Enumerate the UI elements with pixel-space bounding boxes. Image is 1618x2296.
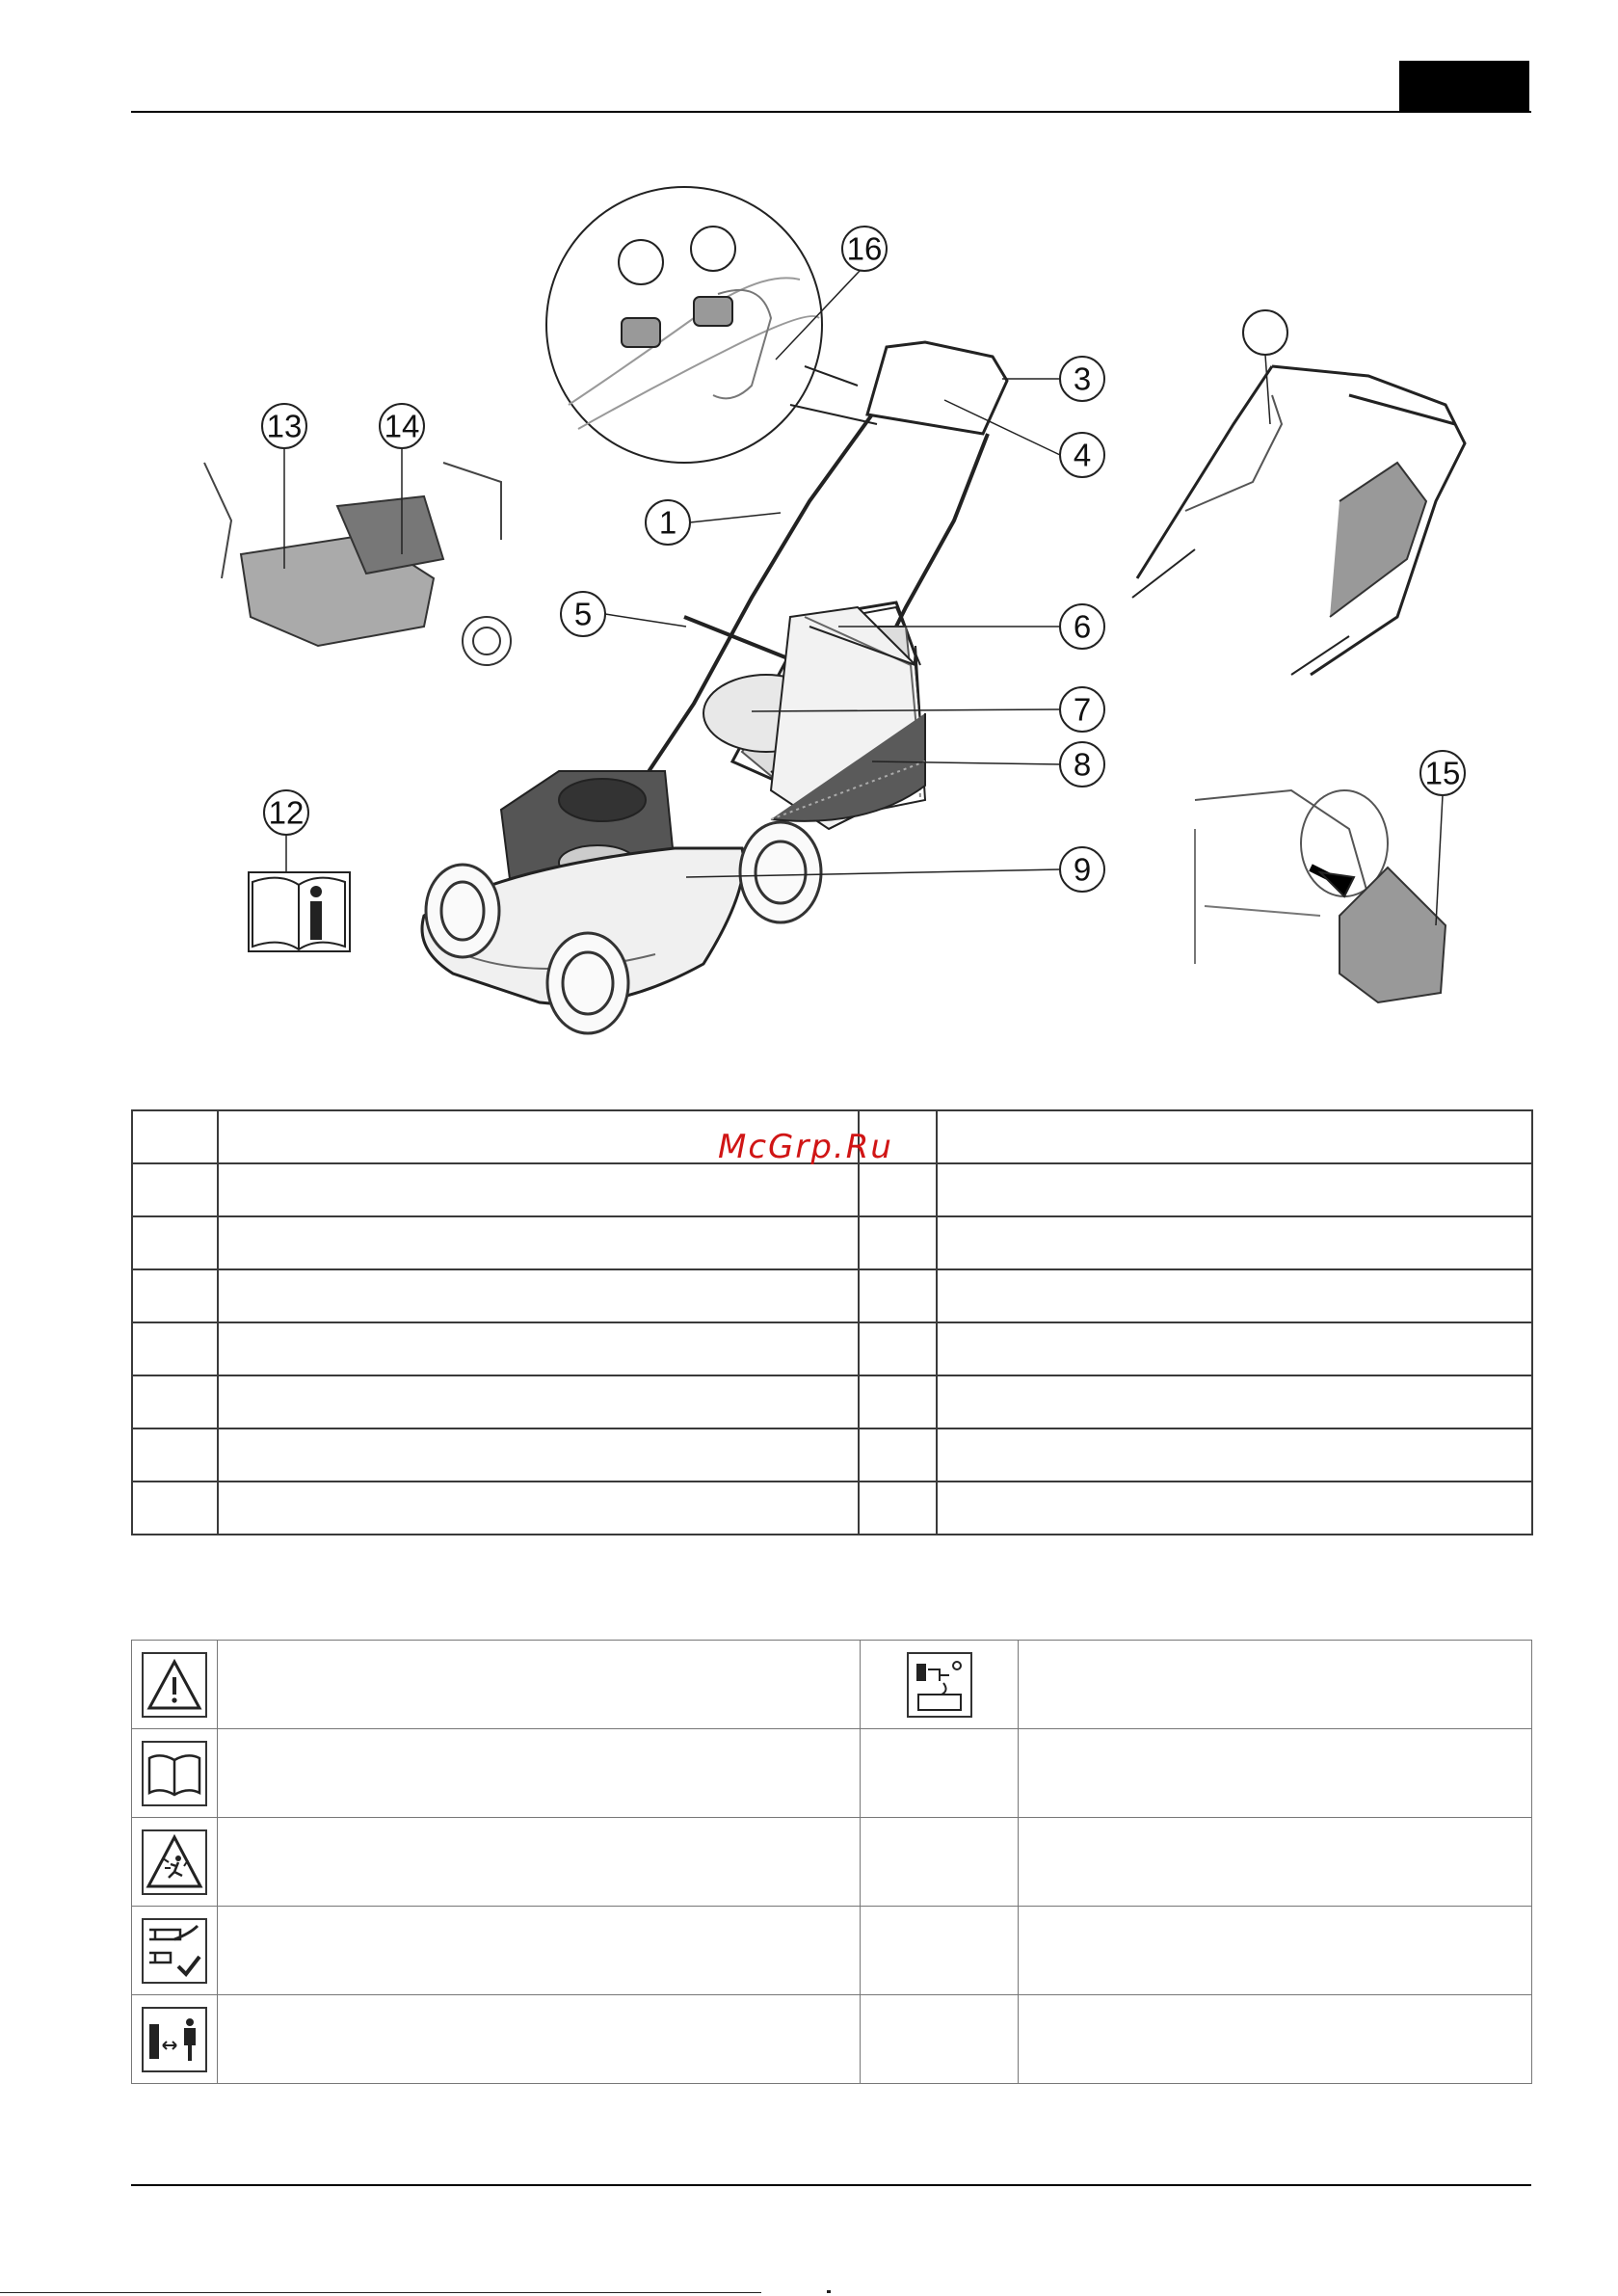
cell <box>859 1163 937 1216</box>
page-edge-line <box>0 2292 761 2293</box>
symbol-cell <box>861 1818 1019 1907</box>
watermark: McGrp.Ru <box>718 1128 893 1166</box>
cell <box>132 1375 218 1428</box>
cell <box>937 1269 1532 1322</box>
table-row <box>132 1375 1532 1428</box>
symbol-text <box>218 1995 861 2084</box>
table-row <box>132 1269 1532 1322</box>
callout-1: 1 <box>658 504 677 541</box>
cell <box>218 1482 859 1535</box>
cell <box>132 1216 218 1269</box>
symbol-cell <box>861 1907 1019 1995</box>
symbols-table <box>131 1640 1532 2084</box>
callout-9: 9 <box>1073 851 1092 888</box>
symbol-text <box>218 1641 861 1729</box>
table-row <box>132 1216 1532 1269</box>
cell <box>218 1269 859 1322</box>
callout-5: 5 <box>573 596 593 632</box>
cell <box>937 1482 1532 1535</box>
cell <box>859 1428 937 1482</box>
cell <box>218 1322 859 1375</box>
cell <box>132 1428 218 1482</box>
callout-14: 14 <box>384 408 420 444</box>
page-edge-mark <box>827 2290 831 2293</box>
table-row <box>132 1818 1532 1907</box>
callout-8: 8 <box>1073 746 1092 783</box>
warning-triangle-icon <box>142 1652 207 1718</box>
symbol-text <box>218 1818 861 1907</box>
cell <box>218 1163 859 1216</box>
symbol-cell <box>132 1818 218 1907</box>
table-row <box>132 1482 1532 1535</box>
symbol-text <box>1019 1818 1532 1907</box>
cell <box>937 1110 1532 1163</box>
symbol-text <box>218 1729 861 1818</box>
symbol-text <box>1019 1729 1532 1818</box>
symbol-text <box>1019 1907 1532 1995</box>
symbol-cell <box>861 1729 1019 1818</box>
cell <box>937 1163 1532 1216</box>
cell <box>859 1322 937 1375</box>
callout-16: 16 <box>846 230 883 267</box>
read-manual-icon <box>142 1741 207 1806</box>
mulch-cleaning-icon <box>907 1652 972 1718</box>
symbol-cell <box>132 1995 218 2084</box>
flying-objects-warning-icon <box>142 1829 207 1895</box>
keep-distance-icon <box>142 2007 207 2072</box>
symbol-cell <box>861 1995 1019 2084</box>
table-row <box>132 1428 1532 1482</box>
symbol-cell <box>132 1907 218 1995</box>
cell <box>218 1216 859 1269</box>
cell <box>859 1216 937 1269</box>
cell <box>132 1322 218 1375</box>
cell <box>859 1375 937 1428</box>
cell <box>937 1322 1532 1375</box>
table-row <box>132 1163 1532 1216</box>
table-row <box>132 1322 1532 1375</box>
cell <box>937 1375 1532 1428</box>
callout-13: 13 <box>266 408 303 444</box>
table-row <box>132 1729 1532 1818</box>
keep-hands-away-icon <box>142 1918 207 1984</box>
cell <box>218 1375 859 1428</box>
cell <box>132 1163 218 1216</box>
symbol-text <box>218 1907 861 1995</box>
callout-4: 4 <box>1073 437 1092 473</box>
cell <box>937 1216 1532 1269</box>
symbol-text <box>1019 1641 1532 1729</box>
callout-15: 15 <box>1424 755 1461 791</box>
table-row <box>132 1995 1532 2084</box>
callout-7: 7 <box>1073 691 1092 728</box>
cell <box>859 1482 937 1535</box>
callout-6: 6 <box>1073 608 1092 645</box>
symbol-cell <box>132 1641 218 1729</box>
cell <box>218 1428 859 1482</box>
cell <box>859 1269 937 1322</box>
cell <box>937 1428 1532 1482</box>
symbol-text <box>1019 1995 1532 2084</box>
table-row <box>132 1641 1532 1729</box>
table-row <box>132 1907 1532 1995</box>
footer-rule <box>131 2184 1531 2186</box>
callout-3: 3 <box>1073 360 1092 397</box>
mower-overview-figure <box>0 0 1618 1051</box>
cell <box>132 1269 218 1322</box>
cell <box>132 1110 218 1163</box>
symbol-cell <box>861 1641 1019 1729</box>
callout-12: 12 <box>268 794 305 831</box>
parts-table <box>131 1109 1533 1535</box>
cell <box>132 1482 218 1535</box>
symbol-cell <box>132 1729 218 1818</box>
